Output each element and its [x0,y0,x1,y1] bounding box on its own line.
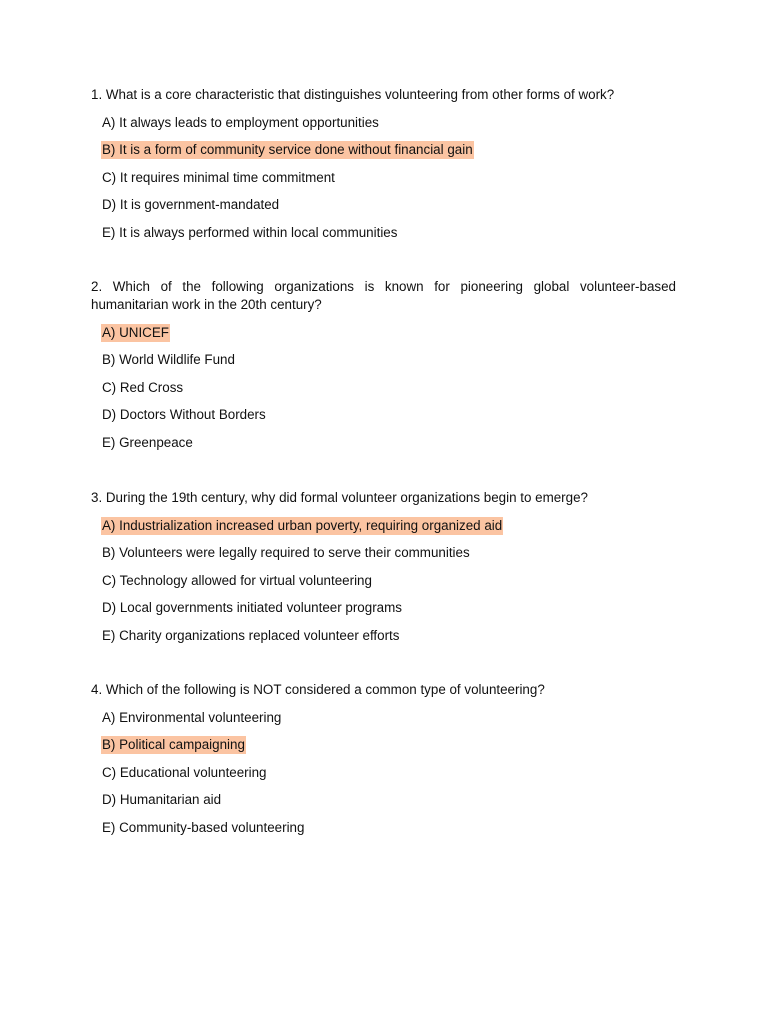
option-1a: A) It always leads to employment opportunities [102,114,379,130]
question-2 [91,278,676,452]
option-2d: D) Doctors Without Borders [102,407,266,423]
option-2a-highlighted: A) UNICEF [102,324,169,340]
question-3-stem: 3. During the 19th century, why did formal volunteer organizations begin to emerge? [91,490,588,505]
question-1-options [91,114,676,242]
option-2b: B) World Wildlife Fund [102,352,235,368]
option-4d: D) Humanitarian aid [102,792,222,808]
option-1c: C) It requires minimal time commitment [102,169,335,185]
option-3e: E) Charity organizations replaced volunteer efforts [102,627,400,643]
option-4a: A) Environmental volunteering [102,709,282,725]
option-1b-highlighted: B) It is a form of community service done without financial gain [102,142,473,158]
option-3b: B) Volunteers were legally required to serve their communities [102,545,470,561]
option-3c: C) Technology allowed for virtual volunteering [102,572,372,588]
option-4b-highlighted: B) Political campaigning [102,737,245,753]
question-1-stem: 1. What is a core characteristic that distinguishes volunteering from other forms of work? [91,87,615,102]
question-3-options [91,517,676,645]
question-2-stem: 2. Which of the following organizations is known for pioneering global volunteer-based humanitarian work in the 20th century? [91,279,676,312]
option-3a-highlighted: A) Industrialization increased urban poverty, requiring organized aid [102,517,503,533]
question-3 [91,489,676,645]
question-1 [91,86,676,242]
question-2-options [91,324,676,452]
question-4-options [91,709,676,837]
option-1e: E) It is always performed within local communities [102,224,398,240]
option-1d: D) It is government-mandated [102,197,280,213]
question-4 [91,681,676,837]
question-4-stem: 4. Which of the following is NOT considered a common type of volunteering? [91,682,545,697]
option-4c: C) Educational volunteering [102,764,267,780]
option-4e: E) Community-based volunteering [102,819,305,835]
option-2e: E) Greenpeace [102,434,193,450]
option-2c: C) Red Cross [102,379,184,395]
option-3d: D) Local governments initiated volunteer programs [102,600,402,616]
